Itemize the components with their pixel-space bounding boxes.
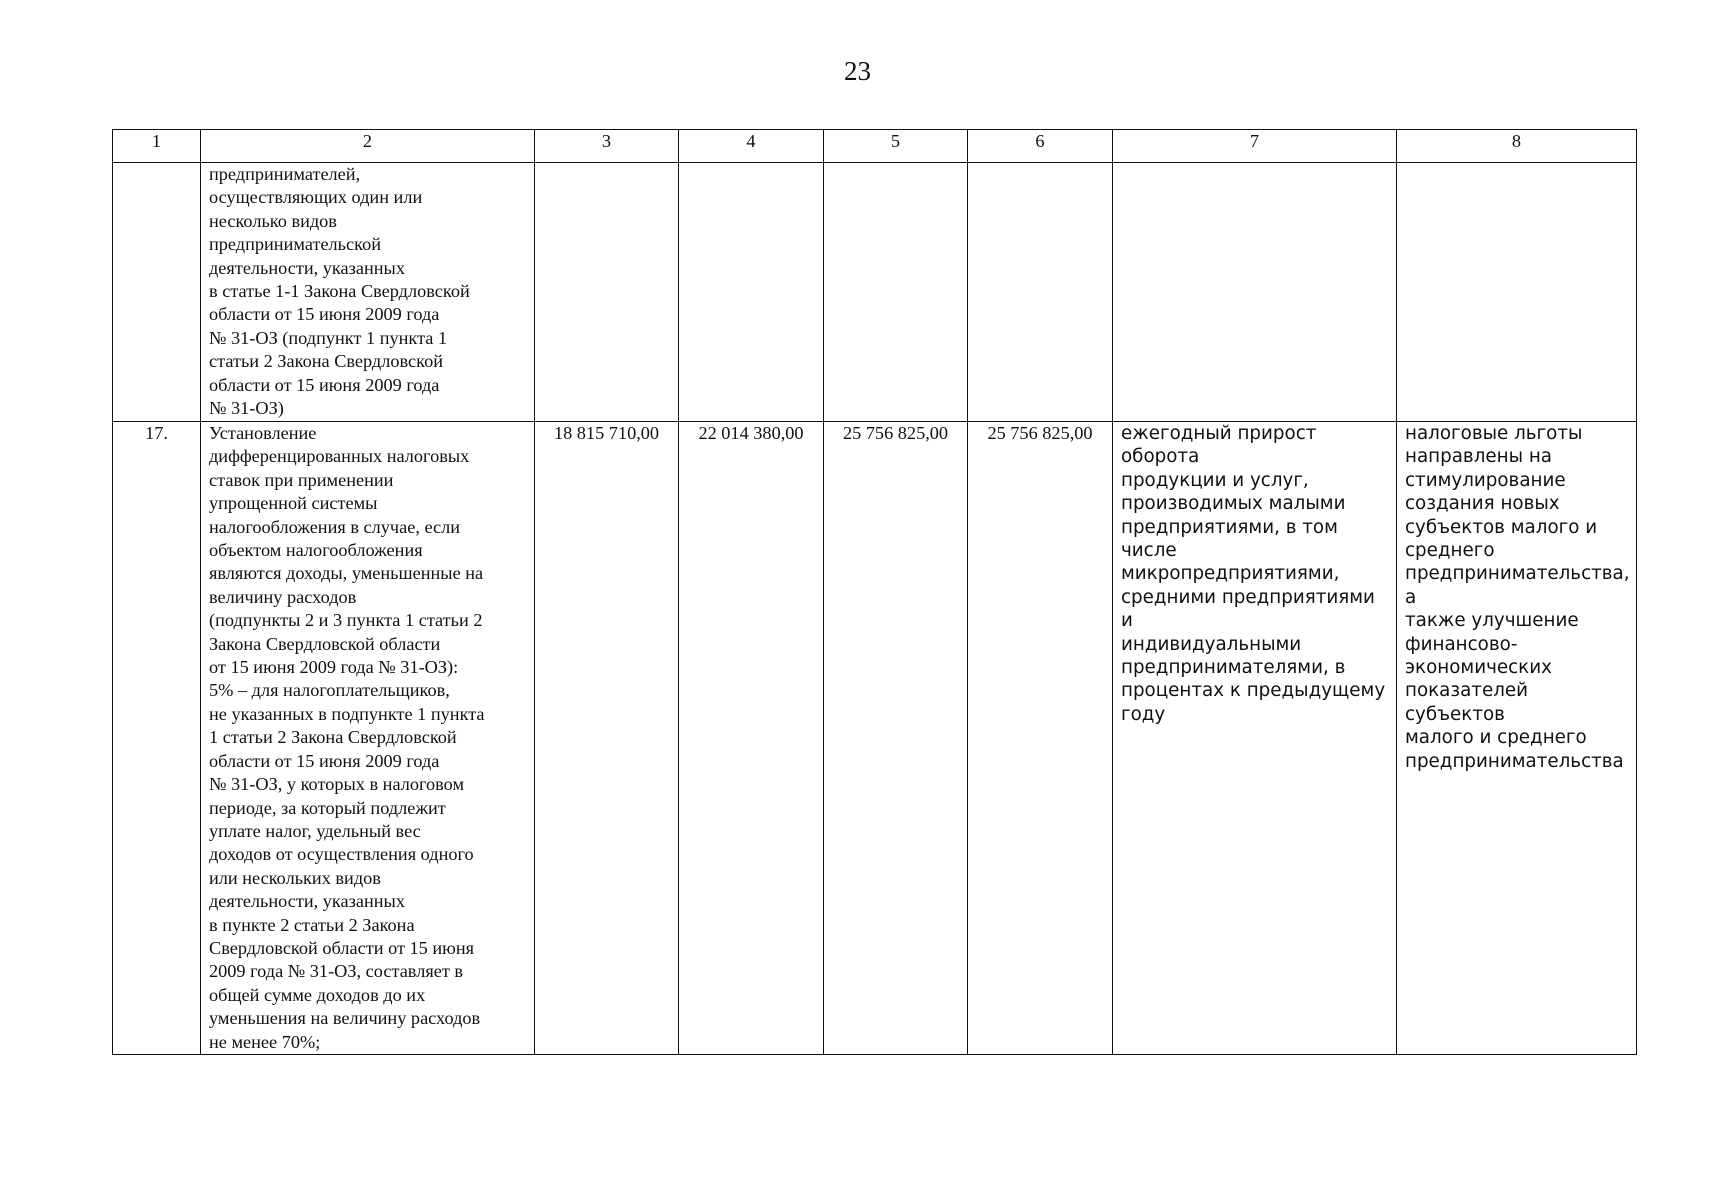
column-header: 1 <box>113 130 201 163</box>
indicator-cell <box>1113 163 1397 422</box>
indicator-cell: ежегодный прирост оборота продукции и услуг, производимых малыми предприятиями, в том числе микропредприятиями, средними предприятиями и индивидуальными предпринимателями, в процентах к предыдущему году <box>1113 422 1397 1055</box>
amount-cell <box>535 163 679 422</box>
amount-cell <box>824 163 968 422</box>
column-header: 2 <box>201 130 535 163</box>
column-header: 4 <box>679 130 824 163</box>
amount-cell: 25 756 825,00 <box>968 422 1113 1055</box>
amount-cell <box>679 163 824 422</box>
description-cell: предпринимателей, осуществляющих один или несколько видов предпринимательской деятельности, указанных в статье 1-1 Закона Свердловской области от 15 июня 2009 года № 31-ОЗ (подпункт 1 пункта 1 статьи 2 Закона Свердловской области от 15 июня 2009 года № 31-ОЗ) <box>201 163 535 422</box>
row-number-cell <box>113 163 201 422</box>
column-header: 8 <box>1397 130 1637 163</box>
column-header: 7 <box>1113 130 1397 163</box>
amount-cell: 18 815 710,00 <box>535 422 679 1055</box>
amount-cell: 22 014 380,00 <box>679 422 824 1055</box>
table-row <box>113 422 1637 1055</box>
page-number: 23 <box>844 56 871 86</box>
table-header-row <box>113 130 1637 163</box>
amount-cell: 25 756 825,00 <box>824 422 968 1055</box>
row-number-cell: 17. <box>113 422 201 1055</box>
amount-cell <box>968 163 1113 422</box>
description-cell: Установление дифференцированных налоговых ставок при применении упрощенной системы налогообложения в случае, если объектом налогообложения являются доходы, уменьшенные на величину расходов (подпункты 2 и 3 пункта 1 статьи 2 Закона Свердловской области от 15 июня 2009 года № 31-ОЗ): 5% – для налогоплательщиков, не указанных в подпункте 1 пункта 1 статьи 2 Закона Свердловской области от 15 июня 2009 года № 31-ОЗ, у которых в налоговом периоде, за который подлежит уплате налог, удельный вес доходов от осуществления одного или нескольких видов деятельности, указанных в пункте 2 статьи 2 Закона Свердловской области от 15 июня 2009 года № 31-ОЗ, составляет в общей сумме доходов до их уменьшения на величину расходов не менее 70%; <box>201 422 535 1055</box>
table-row <box>113 163 1637 422</box>
column-header: 3 <box>535 130 679 163</box>
column-header: 5 <box>824 130 968 163</box>
purpose-cell <box>1397 163 1637 422</box>
purpose-cell: налоговые льготы направлены на стимулирование создания новых субъектов малого и среднего предпринимательства, а также улучшение финансово- экономических показателей субъектов малого и среднего предпринимательства <box>1397 422 1637 1055</box>
column-header: 6 <box>968 130 1113 163</box>
data-table <box>112 129 1637 1055</box>
